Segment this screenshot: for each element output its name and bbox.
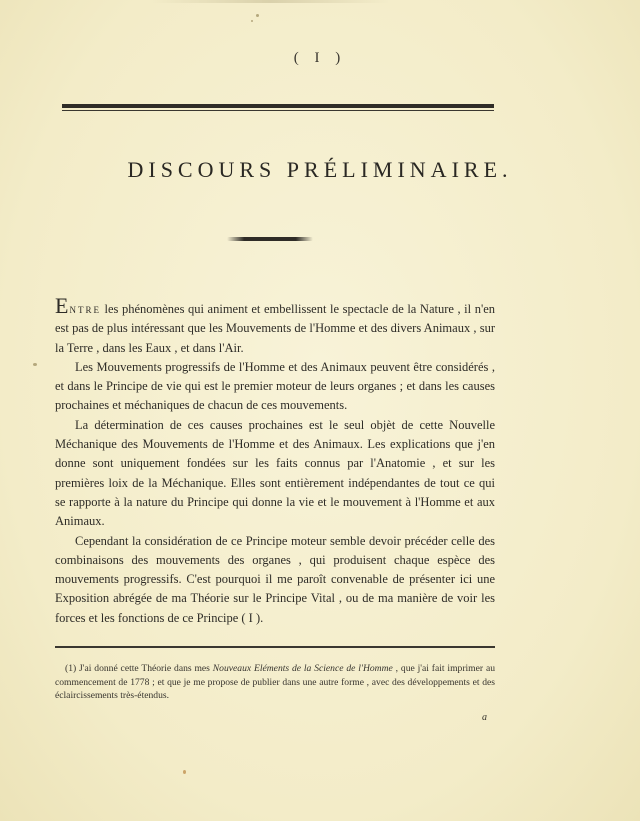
paragraph-3: La détermination de ces causes prochaines est le seul objèt de cette Nouvelle Méchanique des Mouvements de l'Homme et des Animaux. Les explications que j'en donne sont uniquement fondées sur les faits connus par l'Anatomie , et sur les premières loix de la Méchanique. Elles sont entièrement indépendantes de tout ce qui se rapporte à la nature du Principe qui donne la vie et le mouvement à l'Homme et aux Animaux.: [55, 417, 495, 529]
page-edge-wear: [150, 0, 390, 3]
footnote-text: [55, 662, 495, 703]
paragraph-1: [55, 293, 495, 358]
signature-mark: a: [482, 712, 487, 723]
paper-speck: [33, 363, 37, 366]
paper-speck: [251, 20, 253, 22]
paragraph-1-text: les phénomènes qui animent et embellissent le spectacle de la Nature , il n'en est pas de plus intéressant que les Mouvements de l'Homme et des divers Animaux , sur la Terre , dans les Eaux , et dans l'Air.: [55, 302, 495, 355]
paper-speck: [256, 14, 259, 17]
paragraph-2: Les Mouvements progressifs de l'Homme et des Animaux peuvent être considérés , et dans le Principe de vie qui est le premier moteur de leurs organes ; et dans les causes prochaines et méchaniques de chacun de ces mouvements.: [55, 359, 495, 413]
header-double-rule: [62, 104, 494, 113]
ornament-rule: [227, 237, 313, 241]
page-number: ( I ): [293, 50, 347, 66]
footnote-text-after: , que j'ai fait imprimer au commencement de 1778 ; et que je me propose de publier dans une autre forme , avec des développements et des éclaircissements très-étendus.: [55, 663, 496, 702]
footnote-text-before: J'ai donné cette Théorie dans mes: [76, 663, 213, 674]
opening-smallcaps: ntre: [69, 302, 101, 316]
footnote-book-title: Nouveaux Eléments de la Science de l'Homme: [212, 663, 393, 674]
paper-speck: [183, 770, 186, 774]
header-rule-thick: [62, 104, 494, 108]
body-text: [55, 293, 495, 628]
footnote-marker: (1): [65, 663, 77, 674]
footnote-rule: [55, 646, 495, 648]
paragraph-4: Cependant la considération de ce Principe moteur semble devoir précéder celle des combinaisons des mouvements des organes , qui produisent chaque espèce des mouvements progressifs. C'est pourquoi il me paroît convenable de présenter ici une Exposition abrégée de ma Théorie sur le Principe Vital , ou de ma manière de voir les forces et les fonctions de ce Principe ( I ).: [55, 533, 495, 625]
footnote: [55, 662, 495, 703]
chapter-title: DISCOURS PRÉLIMINAIRE.: [127, 157, 513, 182]
header-rule-thin: [62, 110, 494, 111]
dropcap-letter: E: [55, 293, 70, 318]
